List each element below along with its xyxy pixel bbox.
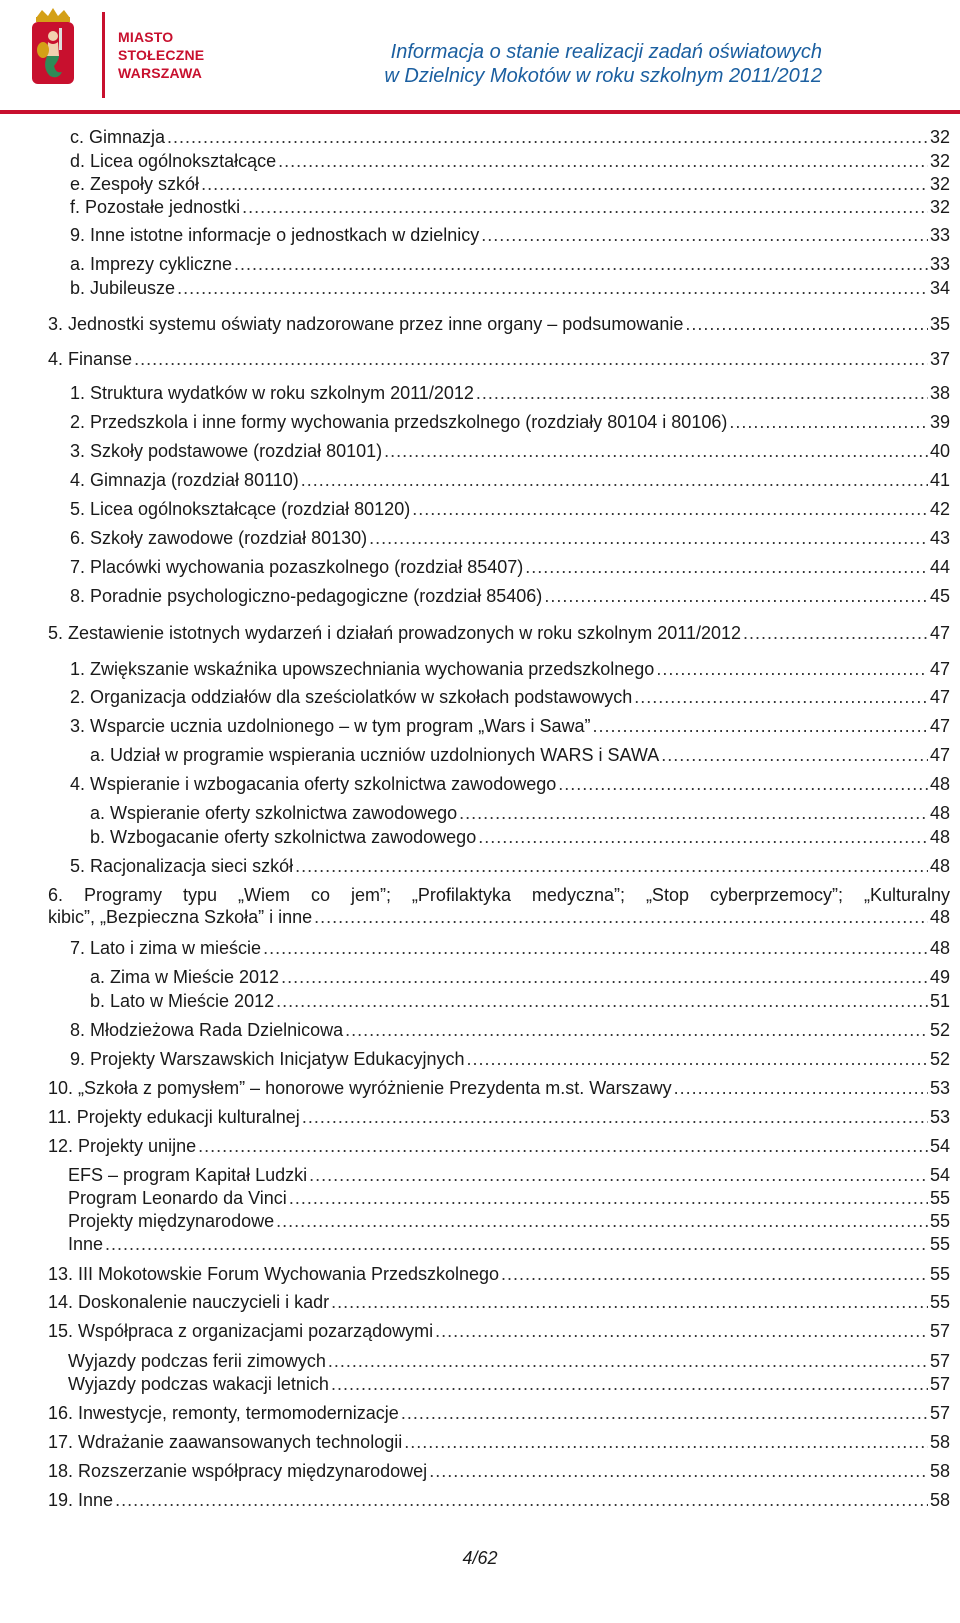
toc-entry[interactable]: [70, 382, 950, 404]
toc-entry-leader: [384, 440, 928, 462]
toc-entry-label: 4. Wspieranie i wzbogacania oferty szkolnictwa zawodowego: [70, 774, 557, 794]
toc-entry[interactable]: [70, 1048, 950, 1070]
toc-entry-page: 58: [929, 1432, 950, 1452]
toc-entry[interactable]: [90, 744, 950, 766]
toc-entry-leader: [281, 966, 928, 988]
toc-entry[interactable]: [48, 1077, 950, 1099]
toc-entry-leader: [404, 1431, 928, 1453]
toc-entry-label: Wyjazdy podczas ferii zimowych: [68, 1351, 326, 1371]
toc-entry-leader: [593, 715, 928, 737]
toc-entry[interactable]: [90, 826, 950, 848]
toc-entry[interactable]: [70, 1019, 950, 1041]
toc-entry-leader: [729, 411, 928, 433]
toc-entry[interactable]: [70, 411, 950, 433]
toc-entry-leader: [558, 773, 928, 795]
toc-entry[interactable]: [90, 966, 950, 988]
toc-entry-leader: [234, 253, 928, 275]
toc-entry-label: 9. Projekty Warszawskich Inicjatyw Edukacyjnych: [70, 1049, 465, 1069]
toc-entry-wrapped[interactable]: [48, 884, 950, 928]
toc-entry[interactable]: [70, 469, 950, 491]
toc-entry-label-line-2: kibic”, „Bezpieczna Szkoła” i inne: [48, 907, 313, 927]
toc-entry-page: 39: [929, 412, 950, 432]
toc-entry[interactable]: [48, 1263, 950, 1285]
toc-entry[interactable]: [70, 855, 950, 877]
toc-entry-label: Wyjazdy podczas wakacji letnich: [68, 1374, 329, 1394]
toc-entry-leader: [481, 224, 928, 246]
toc-entry-leader: [685, 313, 928, 335]
toc-entry-label: 16. Inwestycje, remonty, termomodernizacje: [48, 1403, 399, 1423]
page-number: 4/62: [462, 1548, 498, 1568]
toc-entry[interactable]: [48, 1135, 950, 1157]
toc-entry[interactable]: [70, 686, 950, 708]
toc-entry[interactable]: [70, 440, 950, 462]
toc-entry-page: 48: [929, 803, 950, 823]
logo-line-3: WARSZAWA: [118, 65, 203, 81]
toc-entry-leader: [345, 1019, 928, 1041]
toc-entry[interactable]: [70, 277, 950, 299]
toc-entry-label: 5. Zestawienie istotnych wydarzeń i działań prowadzonych w roku szkolnym 2011/2012: [48, 623, 742, 643]
toc-entry-label: 4. Gimnazja (rozdział 80110): [70, 470, 299, 490]
toc-entry-page: 48: [929, 938, 950, 958]
toc-entry-page: 47: [929, 623, 950, 643]
toc-entry-page: 33: [929, 225, 950, 245]
toc-entry-label: 3. Jednostki systemu oświaty nadzorowane przez inne organy – podsumowanie: [48, 314, 684, 334]
toc-entry-label: a. Udział w programie wspierania uczniów uzdolnionych WARS i SAWA: [90, 745, 660, 765]
toc-entry-page: 52: [929, 1049, 950, 1069]
toc-entry-leader: [369, 527, 928, 549]
toc-entry[interactable]: [70, 126, 950, 148]
toc-entry-leader: [661, 744, 928, 766]
toc-entry-label: 11. Projekty edukacji kulturalnej: [48, 1107, 300, 1127]
toc-entry-line-2: [48, 906, 950, 928]
toc-entry-leader: [544, 585, 928, 607]
city-logo: [26, 6, 216, 98]
toc-entry-page: 51: [929, 991, 950, 1011]
header-rule: [0, 110, 960, 114]
toc-entry-page: 43: [929, 528, 950, 548]
toc-entry-label: e. Zespoły szkół: [70, 174, 200, 194]
toc-entry-page: 48: [929, 856, 950, 876]
toc-entry-leader: [276, 990, 928, 1012]
toc-entry-label: 3. Wsparcie ucznia uzdolnionego – w tym program „Wars i Sawa”: [70, 716, 591, 736]
toc-entry[interactable]: [48, 313, 950, 335]
toc-entry-leader: [476, 382, 928, 404]
toc-entry[interactable]: [70, 658, 950, 680]
toc-entry-page: 33: [929, 254, 950, 274]
toc-entry-leader: [105, 1233, 928, 1255]
toc-entry-page: 47: [929, 745, 950, 765]
toc-entry-page: 57: [929, 1321, 950, 1341]
toc-entry-page: 58: [929, 1461, 950, 1481]
toc-entry-label: c. Gimnazja: [70, 127, 166, 147]
toc-entry-page: 35: [929, 314, 950, 334]
toc-entry-leader: [301, 469, 928, 491]
toc-entry-label: a. Imprezy cykliczne: [70, 254, 233, 274]
toc-entry-label: a. Wspieranie oferty szkolnictwa zawodowego: [90, 803, 458, 823]
toc-entry-label: 4. Finanse: [48, 349, 133, 369]
toc-entry-page: 53: [929, 1107, 950, 1127]
toc-entry[interactable]: [70, 773, 950, 795]
toc-entry[interactable]: [48, 1460, 950, 1482]
toc-entry[interactable]: [48, 1431, 950, 1453]
toc-entry-leader: [314, 906, 928, 928]
toc-entry[interactable]: [48, 1402, 950, 1424]
toc-entry-label: 2. Przedszkola i inne formy wychowania przedszkolnego (rozdziały 80104 i 80106): [70, 412, 728, 432]
toc-entry-leader: [401, 1402, 928, 1424]
toc-entry-page: 38: [929, 383, 950, 403]
toc-entry-leader: [309, 1164, 928, 1186]
toc-entry[interactable]: [48, 1106, 950, 1128]
toc-entry-page: 53: [929, 1078, 950, 1098]
toc-entry-label: b. Jubileusze: [70, 278, 176, 298]
toc-entry-leader: [201, 173, 928, 195]
logo-wordmark: [118, 28, 204, 82]
toc-entry-page: 55: [929, 1264, 950, 1284]
toc-entry-label: 15. Współpraca z organizacjami pozarządowymi: [48, 1321, 434, 1341]
toc-entry-label: b. Lato w Mieście 2012: [90, 991, 275, 1011]
toc-entry-label: Program Leonardo da Vinci: [68, 1188, 287, 1208]
toc-entry-label: 5. Racjonalizacja sieci szkół: [70, 856, 294, 876]
toc-entry[interactable]: [70, 527, 950, 549]
toc-entry-leader: [263, 937, 928, 959]
toc-entry-label: 7. Lato i zima w mieście: [70, 938, 262, 958]
toc-entry-leader: [115, 1489, 928, 1511]
toc-entry-label: 1. Struktura wydatków w roku szkolnym 2011/2012: [70, 383, 474, 403]
toc-entry-label: 7. Placówki wychowania pozaszkolnego (rozdział 85407): [70, 557, 524, 577]
toc-entry[interactable]: [70, 196, 950, 218]
toc-entry-leader: [674, 1077, 928, 1099]
toc-entry-label: 14. Doskonalenie nauczycieli i kadr: [48, 1292, 330, 1312]
logo-line-2: STOŁECZNE: [118, 47, 205, 63]
toc-entry-leader: [276, 1210, 928, 1232]
toc-entry[interactable]: [70, 585, 950, 607]
toc-entry[interactable]: [48, 622, 950, 644]
toc-entry-label: 1. Zwiększanie wskaźnika upowszechniania wychowania przedszkolnego: [70, 659, 655, 679]
toc-entry-page: 34: [929, 278, 950, 298]
toc-entry-page: 57: [929, 1351, 950, 1371]
toc-entry[interactable]: [68, 1164, 950, 1186]
logo-line-1: MIASTO: [118, 29, 174, 45]
toc-entry-label: 10. „Szkoła z pomysłem” – honorowe wyróżnienie Prezydenta m.st. Warszawy: [48, 1078, 672, 1098]
toc-entry-leader: [134, 348, 928, 370]
toc-entry[interactable]: [68, 1373, 950, 1395]
toc-entry[interactable]: [70, 937, 950, 959]
toc-entry-leader: [328, 1350, 928, 1372]
toc-entry-page: 40: [929, 441, 950, 461]
toc-entry-leader: [412, 498, 928, 520]
warsaw-crest-icon: [26, 6, 80, 94]
toc-entry-page: 57: [929, 1374, 950, 1394]
toc-entry-page: 32: [929, 174, 950, 194]
toc-entry-page: 32: [929, 127, 950, 147]
toc-entry-page: 54: [929, 1136, 950, 1156]
toc-entry-page: 48: [929, 907, 950, 927]
toc-entry-page: 41: [929, 470, 950, 490]
toc-entry-leader: [429, 1460, 928, 1482]
toc-entry[interactable]: [70, 498, 950, 520]
toc-entry-page: 55: [929, 1211, 950, 1231]
toc-entry-leader: [634, 686, 928, 708]
toc-entry[interactable]: [90, 802, 950, 824]
toc-entry-label: 19. Inne: [48, 1490, 114, 1510]
toc-entry-page: 58: [929, 1490, 950, 1510]
toc-entry-page: 57: [929, 1403, 950, 1423]
toc-entry[interactable]: [48, 1489, 950, 1511]
toc-entry-label: 8. Młodzieżowa Rada Dzielnicowa: [70, 1020, 344, 1040]
toc-entry-page: 47: [929, 659, 950, 679]
toc-entry-leader: [331, 1373, 928, 1395]
toc-entry-leader: [743, 622, 928, 644]
toc-entry-label: EFS – program Kapitał Ludzki: [68, 1165, 308, 1185]
toc-entry[interactable]: [70, 150, 950, 172]
toc-entry-page: 44: [929, 557, 950, 577]
toc-entry-leader: [295, 855, 928, 877]
toc-entry-label-line-1: 6. Programy typu „Wiem co jem”; „Profilaktyka medyczna”; „Stop cyberprzemocy”; „Kulturalny: [48, 885, 950, 905]
toc-entry-label: 18. Rozszerzanie współpracy międzynarodowej: [48, 1461, 428, 1481]
toc-entry-page: 55: [929, 1188, 950, 1208]
toc-entry-leader: [302, 1106, 928, 1128]
toc-entry-label: d. Licea ogólnokształcące: [70, 151, 277, 171]
page-header: [0, 0, 960, 118]
toc-entry-page: 47: [929, 716, 950, 736]
toc-entry-page: 55: [929, 1234, 950, 1254]
toc-entry[interactable]: [70, 224, 950, 246]
toc-entry-leader: [435, 1320, 928, 1342]
toc-entry-page: 47: [929, 687, 950, 707]
toc-entry[interactable]: [90, 990, 950, 1012]
toc-entry[interactable]: [70, 173, 950, 195]
toc-entry-label: 2. Organizacja oddziałów dla sześciolatków w szkołach podstawowych: [70, 687, 633, 707]
toc-entry-leader: [466, 1048, 928, 1070]
toc-entry-label: 6. Szkoły zawodowe (rozdział 80130): [70, 528, 368, 548]
toc-entry-label: 5. Licea ogólnokształcące (rozdział 80120): [70, 499, 411, 519]
toc-entry-label: 8. Poradnie psychologiczno-pedagogiczne (rozdział 85406): [70, 586, 543, 606]
toc-entry-page: 45: [929, 586, 950, 606]
toc-entry[interactable]: [70, 556, 950, 578]
toc-entry-leader: [278, 150, 928, 172]
toc-entry[interactable]: [48, 1320, 950, 1342]
toc-entry-page: 42: [929, 499, 950, 519]
toc-entry-page: 37: [929, 349, 950, 369]
toc-entry-label: 13. III Mokotowskie Forum Wychowania Przedszkolnego: [48, 1264, 500, 1284]
toc-entry-label: Inne: [68, 1234, 104, 1254]
toc-entry[interactable]: [70, 253, 950, 275]
toc-entry[interactable]: [68, 1350, 950, 1372]
toc-entry-leader: [331, 1291, 928, 1313]
toc-entry[interactable]: [68, 1210, 950, 1232]
toc-entry[interactable]: [68, 1187, 950, 1209]
toc-entry-label: 17. Wdrażanie zaawansowanych technologii: [48, 1432, 403, 1452]
document-title-line-1: Informacja o stanie realizacji zadań oświatowych: [390, 41, 822, 63]
toc-entry-label: b. Wzbogacanie oferty szkolnictwa zawodowego: [90, 827, 477, 847]
toc-entry[interactable]: [48, 1291, 950, 1313]
toc-entry-leader: [242, 196, 928, 218]
toc-entry-label: 12. Projekty unijne: [48, 1136, 197, 1156]
toc-entry-label: Projekty międzynarodowe: [68, 1211, 275, 1231]
toc-entry-leader: [198, 1135, 928, 1157]
toc-entry[interactable]: [48, 348, 950, 370]
logo-separator: [102, 12, 105, 98]
document-title-line-2: w Dzielnicy Mokotów w roku szkolnym 2011/2012: [384, 65, 822, 87]
toc-entry-leader: [289, 1187, 928, 1209]
toc-entry-label: f. Pozostałe jednostki: [70, 197, 241, 217]
toc-entry[interactable]: [68, 1233, 950, 1255]
toc-entry-leader: [525, 556, 928, 578]
toc-entry[interactable]: [70, 715, 950, 737]
toc-entry-leader: [501, 1263, 928, 1285]
toc-entry-leader: [177, 277, 928, 299]
toc-entry-label: 9. Inne istotne informacje o jednostkach w dzielnicy: [70, 225, 480, 245]
toc-entry-page: 48: [929, 827, 950, 847]
toc-entry-page: 48: [929, 774, 950, 794]
toc-entry-page: 54: [929, 1165, 950, 1185]
toc-entry-page: 52: [929, 1020, 950, 1040]
toc-entry-page: 49: [929, 967, 950, 987]
toc-entry-leader: [478, 826, 928, 848]
toc-entry-label: 3. Szkoły podstawowe (rozdział 80101): [70, 441, 383, 461]
toc-entry-leader: [459, 802, 928, 824]
toc-entry-label: a. Zima w Mieście 2012: [90, 967, 280, 987]
toc-entry-page: 32: [929, 197, 950, 217]
toc-entry-leader: [656, 658, 928, 680]
toc-entry-page: 55: [929, 1292, 950, 1312]
document-title: [384, 40, 822, 88]
toc-entry-page: 32: [929, 151, 950, 171]
toc-entry-leader: [167, 126, 928, 148]
